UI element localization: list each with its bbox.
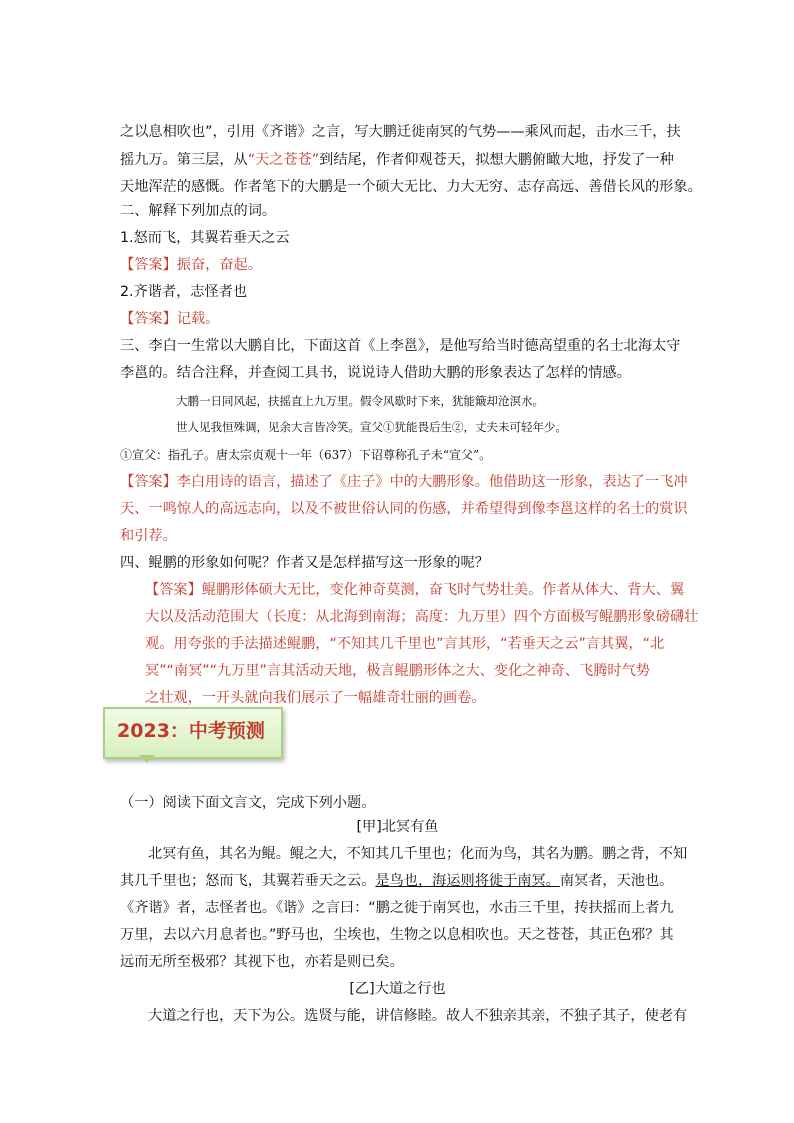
question-2-item-1: 1.怒而飞，其翼若垂天之云 [120, 230, 290, 246]
passage-1-line-3: 《齐谐》者，志怪者也。《谐》之言曰：“鹏之徙于南冥也，水击三千里，抟扶摇而上者九 [120, 900, 674, 916]
answer-2-1: 【答案】振奋，奋起。 [120, 257, 262, 273]
poem-line-1: 大鹏一日同风起，扶摇直上九万里。假令风歇时下来，犹能簸却沧溟水。 [176, 394, 544, 408]
answer-4-line-5: 之壮观，一开头就向我们展示了一幅雄奇壮丽的画卷。 [145, 690, 486, 706]
passage-title-2: [乙]大道之行也 [349, 981, 446, 997]
answer-label: 【答案】 [120, 257, 177, 273]
question-3-line-2: 李邕的。结合注释，并查阅工具书，说说诗人借助大鹏的形象表达了怎样的情感。 [120, 365, 631, 381]
quote-highlight: “天之苍苍” [247, 152, 320, 168]
poem-line-2: 世人见我恒殊调，见余大言皆冷笑。宣父①犹能畏后生②，丈夫未可轻年少。 [176, 420, 567, 434]
banner-title: 2023：中考预测 [117, 720, 265, 742]
answer-label: 【答案】 [120, 474, 177, 490]
answer-4-line-2: 大以及活动范围大（长度：从北海到南海；高度：九万里）四个方面极写鲲鹏形象磅礴壮 [145, 609, 699, 625]
answer-3-line-2: 天、一鸣惊人的高远志向，以及不被世俗认同的伤感，并希望得到像李邕这样的名士的赏识 [120, 501, 688, 517]
answer-4-line-1: 【答案】鲲鹏形体硕大无比，变化神奇莫测，奋飞时气势壮美。作者从体大、背大、翼 [145, 582, 685, 598]
passage-1-line-2: 其几千里也；怒而飞，其翼若垂天之云。是鸟也，海运则将徙于南冥。南冥者，天池也。 [120, 873, 674, 889]
answer-3-line-1: 【答案】李白用诗的语言，描述了《庄子》中的大鹏形象。他借助这一形象，表达了一飞冲 [120, 474, 688, 490]
answer-4-line-3: 观。用夸张的手法描述鲲鹏，“不知其几千里也”言其形，“若垂天之云”言其翼，“北 [145, 636, 665, 652]
question-2-heading: 二、解释下列加点的词。 [120, 203, 277, 219]
section-banner [103, 707, 279, 761]
passage-2-line-1: 大道之行也，天下为公。选贤与能，讲信修睦。故人不独亲其亲，不独子其子，使老有 [148, 1008, 688, 1024]
banner-pointer [139, 755, 155, 763]
answer-2-2: 【答案】记载。 [120, 311, 220, 327]
passage-1-line-4: 万里，去以六月息者也。”野马也，尘埃也，生物之以息相吹也。天之苍苍，其正色邪？其 [120, 927, 674, 943]
passage-1-line-5: 远而无所至极邪？其视下也，亦若是则已矣。 [120, 954, 404, 970]
poem-footnote: ①宣父：指孔子。唐太宗贞观十一年（637）下诏尊称孔子未“宣父”。 [120, 448, 492, 462]
answer-label: 【答案】 [120, 311, 177, 327]
analysis-line-2: 摇九万。第三层，从“天之苍苍”到结尾，作者仰观苍天，拟想大鹏俯瞰大地，抒发了一种 [120, 152, 674, 168]
answer-3-line-3: 和引荐。 [120, 528, 177, 544]
question-4-heading: 四、鲲鹏的形象如何呢？作者又是怎样描写这一形象的呢？ [120, 555, 489, 571]
question-3-line-1: 三、李白一生常以大鹏自比，下面这首《上李邕》，是他写给当时德高望重的名士北海太守 [120, 338, 681, 354]
analysis-line-3: 天地浑茫的感慨。作者笔下的大鹏是一个硕大无比、力大无穷、志存高远、善借长风的形象。 [120, 179, 702, 195]
analysis-line-1: 之以息相吹也”，引用《齐谐》之言，写大鹏迁徙南冥的气势——乘风而起，击水三千，扶 [120, 124, 681, 140]
answer-4-line-4: 冥”“南冥”“九万里”言其活动天地，极言鲲鹏形体之大、变化之神奇、飞腾时气势 [145, 663, 650, 679]
reading-intro: （一）阅读下面文言文，完成下列小题。 [120, 795, 376, 811]
passage-1-line-1: 北冥有鱼，其名为鲲。鲲之大，不知其几千里也；化而为鸟，其名为鹏。鹏之背，不知 [148, 846, 688, 862]
question-2-item-2: 2.齐谐者，志怪者也 [120, 284, 248, 300]
passage-title-1: [甲]北冥有鱼 [356, 819, 439, 835]
answer-label: 【答案】 [145, 582, 202, 598]
underlined-sentence: 是鸟也，海运则将徙于南冥。 [375, 873, 560, 889]
